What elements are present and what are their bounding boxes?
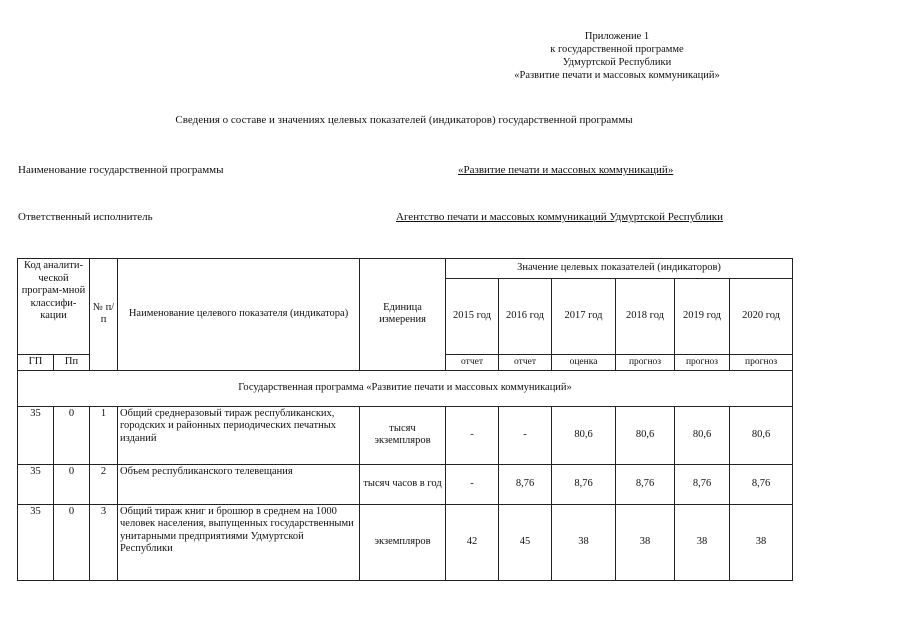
row-pp: 0 xyxy=(54,504,90,580)
row-unit: тысяч экземпляров xyxy=(360,406,446,464)
row-value-2017: 80,6 xyxy=(552,406,616,464)
row-value-2016: - xyxy=(499,406,552,464)
row-value-2016: 45 xyxy=(499,504,552,580)
year-2018: 2018 год xyxy=(616,279,675,355)
row-num: 1 xyxy=(90,406,118,464)
values-header: Значение целевых показателей (индикаторов) xyxy=(446,259,793,279)
appendix-line-1: Приложение 1 xyxy=(584,31,650,42)
row-value-2015: - xyxy=(446,406,499,464)
row-value-2018: 80,6 xyxy=(616,406,675,464)
row-num: 2 xyxy=(90,464,118,504)
row-value-2018: 38 xyxy=(616,504,675,580)
table-row xyxy=(18,504,793,580)
row-value-2016: 8,76 xyxy=(499,464,552,504)
row-unit: экземпляров xyxy=(360,504,446,580)
row-name: Объем республиканского телевещания xyxy=(118,464,360,504)
row-gp: 35 xyxy=(18,464,54,504)
row-gp: 35 xyxy=(18,504,54,580)
row-value-2020: 38 xyxy=(730,504,793,580)
year-2019: 2019 год xyxy=(675,279,730,355)
row-value-2017: 38 xyxy=(552,504,616,580)
program-value: «Развитие печати и массовых коммуникаций» xyxy=(458,164,674,176)
row-value-2020: 80,6 xyxy=(730,406,793,464)
appendix-line-2: к государственной программе xyxy=(550,44,684,55)
table-row xyxy=(18,406,793,464)
status-2015: отчет xyxy=(446,355,499,371)
row-value-2017: 8,76 xyxy=(552,464,616,504)
gp-header: ГП xyxy=(18,355,54,371)
section-row: Государственная программа «Развитие печати и массовых коммуникаций» xyxy=(18,370,793,406)
name-header: Наименование целевого показателя (индикатора) xyxy=(118,259,360,371)
status-2016: отчет xyxy=(499,355,552,371)
executor-value: Агентство печати и массовых коммуникаций Удмуртской Республики xyxy=(396,211,723,223)
row-value-2015: - xyxy=(446,464,499,504)
year-2017: 2017 год xyxy=(552,279,616,355)
year-2020: 2020 год xyxy=(730,279,793,355)
row-name: Общий тираж книг и брошюр в среднем на 1000 человек населения, выпущенных государственными унитарными предприятиями Удмуртской Республики xyxy=(118,504,360,580)
pp-header: Пп xyxy=(54,355,90,371)
row-value-2018: 8,76 xyxy=(616,464,675,504)
row-value-2019: 80,6 xyxy=(675,406,730,464)
indicators-table xyxy=(17,258,793,581)
row-num: 3 xyxy=(90,504,118,580)
executor-label: Ответственный исполнитель xyxy=(18,211,153,223)
status-2017: оценка xyxy=(552,355,616,371)
row-pp: 0 xyxy=(54,406,90,464)
unit-header: Единица измерения xyxy=(360,259,446,371)
num-header: № п/п xyxy=(90,259,118,371)
appendix-line-3: Удмуртской Республики xyxy=(562,57,672,68)
table-row xyxy=(18,464,793,504)
row-unit: тысяч часов в год xyxy=(360,464,446,504)
status-2019: прогноз xyxy=(675,355,730,371)
row-name: Общий среднеразовый тираж республиканских, городских и районных периодических печатных изданий xyxy=(118,406,360,464)
appendix-note xyxy=(467,30,767,82)
row-value-2019: 38 xyxy=(675,504,730,580)
year-2016: 2016 год xyxy=(499,279,552,355)
row-pp: 0 xyxy=(54,464,90,504)
row-value-2019: 8,76 xyxy=(675,464,730,504)
appendix-line-4: «Развитие печати и массовых коммуникаций» xyxy=(514,70,720,81)
document-title: Сведения о составе и значениях целевых показателей (индикаторов) государственной программы xyxy=(175,114,633,126)
row-value-2020: 8,76 xyxy=(730,464,793,504)
status-2020: прогноз xyxy=(730,355,793,371)
code-header: Код аналити-ческой програм-мной классифи-кации xyxy=(18,259,90,355)
program-label: Наименование государственной программы xyxy=(18,164,224,176)
year-2015: 2015 год xyxy=(446,279,499,355)
status-2018: прогноз xyxy=(616,355,675,371)
row-value-2015: 42 xyxy=(446,504,499,580)
row-gp: 35 xyxy=(18,406,54,464)
